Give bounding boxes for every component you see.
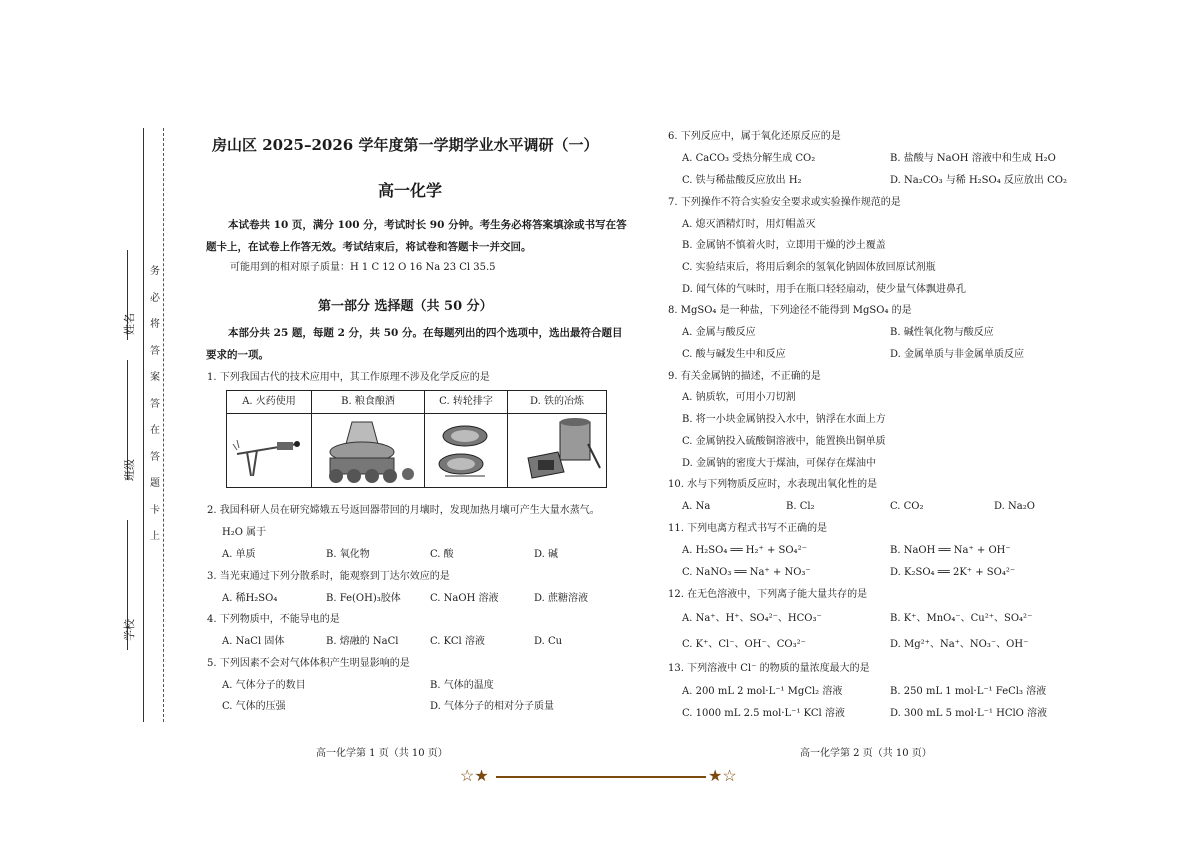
q5-option-c: C. 气体的压强: [222, 701, 286, 712]
q12-option-b: B. K⁺、MnO₄⁻、Cu²⁺、SO₄²⁻: [890, 613, 1033, 624]
atomic-masses: 可能用到的相对原子质量：H 1 C 12 O 16 Na 23 Cl 35.5: [230, 262, 496, 273]
decoration-line: [496, 776, 706, 778]
instructions-line-1: 本试卷共 10 页，满分 100 分，考试时长 90 分钟。考生务必将答案填涂或书写在答: [228, 219, 627, 231]
binding-line-dashed: [163, 128, 164, 722]
q13-option-b: B. 250 mL 1 mol·L⁻¹ FeCl₃ 溶液: [890, 686, 1047, 697]
q3-stem: 3. 当光束通过下列分散系时，能观察到丁达尔效应的是: [207, 571, 450, 582]
q9-option-b: B. 将一小块金属钠投入水中，钠浮在水面上方: [682, 414, 886, 425]
school-label: 学校: [123, 619, 136, 641]
q11-option-b: B. NaOH ══ Na⁺ + OH⁻: [890, 545, 1011, 556]
type-wheel-illustration: [425, 414, 507, 486]
binding-notice-char: 务: [150, 266, 160, 277]
q3-option-d: D. 蔗糖溶液: [534, 593, 589, 604]
binding-notice-char: 题: [150, 478, 160, 489]
q9-option-a: A. 钠质软，可用小刀切割: [682, 392, 796, 403]
q12-option-a: A. Na⁺、H⁺、SO₄²⁻、HCO₃⁻: [682, 613, 822, 624]
binding-notice-char: 将: [150, 319, 160, 330]
q6-option-b: B. 盐酸与 NaOH 溶液中和生成 H₂O: [890, 153, 1056, 164]
q12-option-d: D. Mg²⁺、Na⁺、NO₃⁻、OH⁻: [890, 639, 1029, 650]
q1-option-d: D. 铁的冶炼: [508, 391, 607, 414]
q11-option-c: C. NaNO₃ ══ Na⁺ + NO₃⁻: [682, 567, 811, 578]
q13-option-a: A. 200 mL 2 mol·L⁻¹ MgCl₂ 溶液: [682, 686, 843, 697]
q2-stem-2: H₂O 属于: [222, 527, 267, 538]
q9-option-c: C. 金属钠投入硫酸铜溶液中，能置换出铜单质: [682, 436, 886, 447]
binding-notice-char: 卡: [150, 504, 160, 516]
section-desc-1: 本部分共 25 题，每题 2 分，共 50 分。在每题列出的四个选项中，选出最符合题目: [228, 327, 623, 339]
binding-notice-char: 答: [150, 398, 160, 410]
q2-option-c: C. 酸: [430, 549, 454, 560]
brewing-illustration: [312, 414, 424, 486]
q10-option-d: D. Na₂O: [994, 501, 1035, 512]
q7-stem: 7. 下列操作不符合实验安全要求或实验操作规范的是: [668, 197, 901, 208]
q11-option-d: D. K₂SO₄ ══ 2K⁺ + SO₄²⁻: [890, 567, 1016, 578]
q5-option-a: A. 气体分子的数目: [222, 680, 306, 691]
q7-option-d: D. 闻气体的气味时，用手在瓶口轻轻扇动，使少量气体飘进鼻孔: [682, 284, 967, 295]
q7-option-b: B. 金属钠不慎着火时，立即用干燥的沙土覆盖: [682, 240, 886, 251]
q1-options-table: [226, 390, 607, 488]
q5-option-b: B. 气体的温度: [430, 680, 494, 691]
iron-smelting-illustration: [508, 414, 606, 486]
q13-option-c: C. 1000 mL 2.5 mol·L⁻¹ KCl 溶液: [682, 708, 845, 719]
section-title: 第一部分 选择题（共 50 分）: [318, 299, 493, 314]
subject-title: 高一化学: [378, 181, 443, 200]
q3-option-a: A. 稀H₂SO₄: [222, 593, 278, 604]
section-desc-2: 要求的一项。: [206, 349, 269, 361]
q10-option-c: C. CO₂: [890, 501, 924, 512]
binding-notice-char: 上: [150, 531, 160, 542]
binding-notice-char: 答: [150, 345, 160, 357]
binding-notice-char: 必: [150, 292, 160, 304]
q5-stem: 5. 下列因素不会对气体体积产生明显影响的是: [207, 658, 410, 669]
q11-stem: 11. 下列电离方程式书写不正确的是: [668, 523, 828, 534]
q2-option-d: D. 碱: [534, 549, 559, 560]
q12-option-c: C. K⁺、Cl⁻、OH⁻、CO₃²⁻: [682, 639, 806, 650]
q12-stem: 12. 在无色溶液中，下列离子能大量共存的是: [668, 589, 868, 600]
q10-stem: 10. 水与下列物质反应时，水表现出氧化性的是: [668, 479, 878, 490]
q6-option-a: A. CaCO₃ 受热分解生成 CO₂: [682, 153, 816, 164]
q2-option-a: A. 单质: [222, 549, 256, 560]
q1-stem: 1. 下列我国古代的技术应用中，其工作原理不涉及化学反应的是: [207, 372, 490, 383]
exam-title: 房山区 2025–2026 学年度第一学期学业水平调研（一）: [212, 136, 599, 154]
binding-notice-char: 答: [150, 451, 160, 463]
q1-option-c: C. 转轮排字: [425, 391, 508, 414]
q10-option-b: B. Cl₂: [786, 501, 815, 512]
q8-option-a: A. 金属与酸反应: [682, 327, 756, 338]
q3-option-b: B. Fe(OH)₃胶体: [326, 593, 401, 604]
q7-option-a: A. 熄灭酒精灯时，用灯帽盖灭: [682, 219, 816, 230]
q13-stem: 13. 下列溶液中 Cl⁻ 的物质的量浓度最大的是: [668, 663, 870, 674]
fireworks-illustration: [227, 414, 311, 486]
q10-option-a: A. Na: [682, 501, 711, 512]
q8-option-c: C. 酸与碱发生中和反应: [682, 349, 786, 360]
q3-option-c: C. NaOH 溶液: [430, 593, 499, 604]
q5-option-d: D. 气体分子的相对分子质量: [430, 701, 555, 712]
q4-stem: 4. 下列物质中，不能导电的是: [207, 614, 340, 625]
q11-option-a: A. H₂SO₄ ══ H₂⁺ + SO₄²⁻: [682, 545, 807, 556]
binding-notice-char: 案: [150, 372, 160, 383]
binding-notice-char: 在: [150, 425, 160, 436]
star-decoration-left: ☆★: [460, 766, 489, 785]
q13-option-d: D. 300 mL 5 mol·L⁻¹ HClO 溶液: [890, 708, 1048, 719]
q7-option-c: C. 实验结束后，将用后剩余的氢氧化钠固体放回原试剂瓶: [682, 262, 936, 273]
q1-option-b: B. 粮食酿酒: [312, 391, 425, 414]
q8-option-b: B. 碱性氧化物与酸反应: [890, 327, 994, 338]
page-2-footer: 高一化学第 2 页（共 10 页）: [800, 748, 932, 759]
q1-option-a: A. 火药使用: [227, 391, 312, 414]
q6-option-d: D. Na₂CO₃ 与稀 H₂SO₄ 反应放出 CO₂: [890, 175, 1067, 186]
q2-option-b: B. 氧化物: [326, 549, 370, 560]
q8-stem: 8. MgSO₄ 是一种盐，下列途径不能得到 MgSO₄ 的是: [668, 305, 912, 316]
name-label: 姓名: [123, 313, 136, 335]
q4-option-b: B. 熔融的 NaCl: [326, 636, 399, 647]
class-label: 班级: [123, 459, 136, 481]
q4-option-a: A. NaCl 固体: [222, 636, 285, 647]
q9-stem: 9. 有关金属钠的描述，不正确的是: [668, 371, 821, 382]
star-decoration-right: ★☆: [708, 766, 737, 785]
binding-line-outer: [143, 128, 144, 722]
q4-option-c: C. KCl 溶液: [430, 636, 485, 647]
q8-option-d: D. 金属单质与非金属单质反应: [890, 349, 1025, 360]
q6-stem: 6. 下列反应中，属于氧化还原反应的是: [668, 131, 841, 142]
q4-option-d: D. Cu: [534, 636, 563, 647]
instructions-line-2: 题卡上，在试卷上作答无效。考试结束后，将试卷和答题卡一并交回。: [206, 241, 532, 253]
q6-option-c: C. 铁与稀盐酸反应放出 H₂: [682, 175, 802, 186]
q2-stem: 2. 我国科研人员在研究嫦娥五号返回器带回的月壤时，发现加热月壤可产生大量水蒸气。: [207, 505, 600, 516]
q9-option-d: D. 金属钠的密度大于煤油，可保存在煤油中: [682, 458, 877, 469]
page-1-footer: 高一化学第 1 页（共 10 页）: [316, 748, 448, 759]
